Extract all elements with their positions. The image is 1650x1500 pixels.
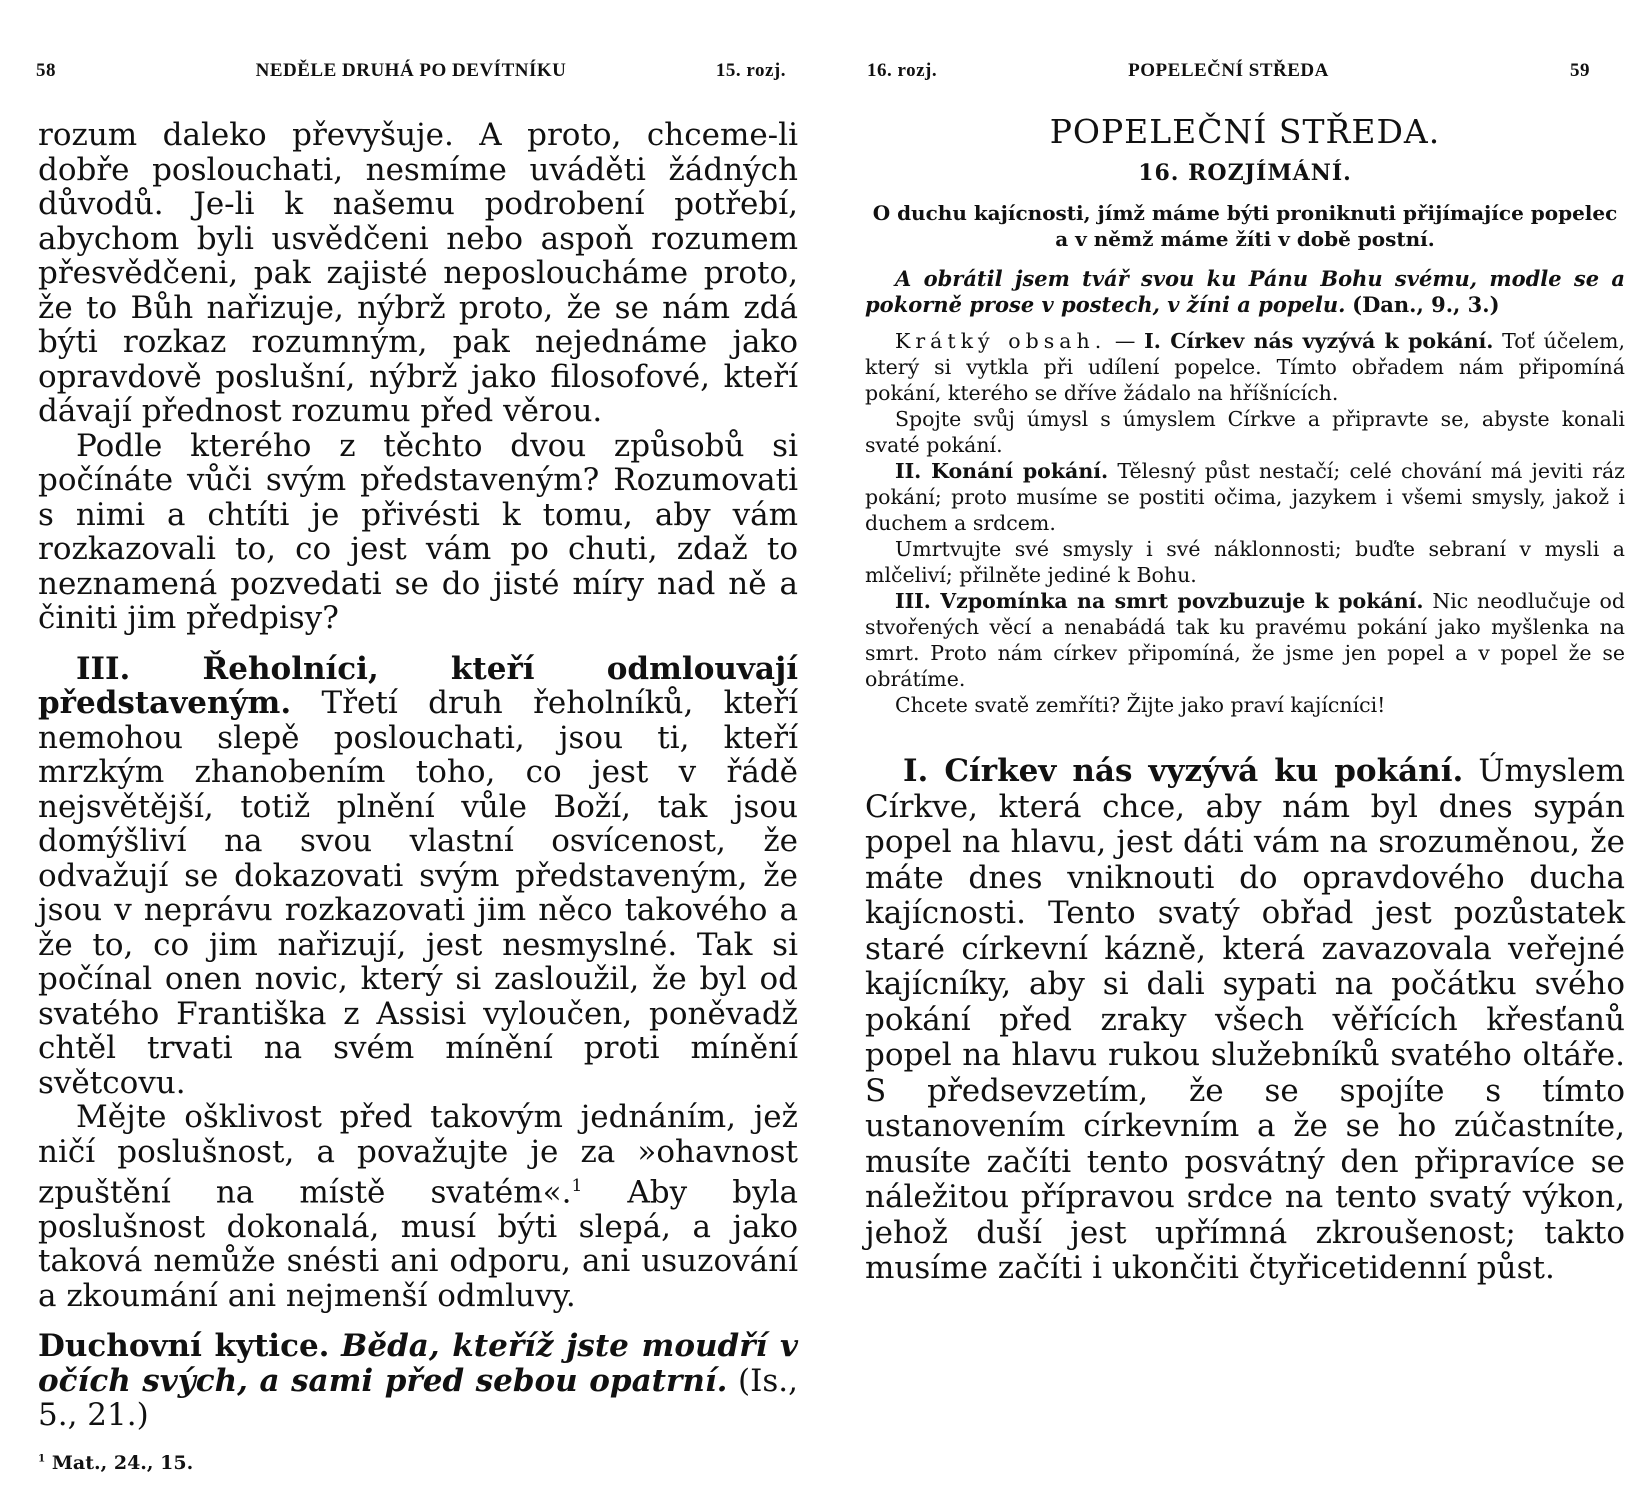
bouquet-reference: (Is., 5., 21.): [38, 1362, 798, 1434]
summary-text: Toť účelem, který si vytkla při udílení popelce. Tímto obřadem nám připomíná pokání, kterého se dříve žádalo na hříšnících.: [865, 329, 1625, 405]
bouquet-label: Duchovní kytice.: [38, 1328, 330, 1365]
paragraph-text: Mějte ošklivost před takovým jednáním, jež ničí poslušnost, a považujte je za »ohavnost zpuštění na místě svatém«.: [38, 1099, 798, 1211]
meditation-number: 15. rozj.: [715, 60, 786, 81]
summary-text: Tělesný půst nestačí; celé chování má jeviti ráz pokání; proto musíme se postiti očima, jazykem i všemi smysly, jakož i duchem a srdcem.: [865, 459, 1625, 535]
epigraph-text: A obrátil jsem tvář svou ku Pánu Bohu svému, modle se a pokorně prose v postech, v žíni a popelu.: [865, 266, 1625, 317]
left-body-text: [38, 118, 798, 1433]
epigraph: [865, 266, 1625, 318]
paragraph: [38, 1100, 798, 1313]
paragraph-text: Aby byla poslušnost dokonalá, musí býti slepá, a jako taková nemůže snésti ani odporu, ani usuzování a zkoumání ani nejmenší odmluvy.: [38, 1174, 798, 1314]
bouquet-quote: Běda, kteříž jste moudří v očích svých, a sami před sebou opatrní.: [38, 1328, 798, 1399]
chapter-theme: O duchu kajícnosti, jímž máme býti proniknuti přijímajíce popelec a v němž máme žíti v době postní.: [872, 201, 1618, 251]
section-paragraph: [38, 652, 798, 1101]
summary-heading: II. Konání pokání.: [895, 459, 1109, 483]
summary-heading: I. Církev nás vyzývá k pokání.: [1144, 329, 1494, 353]
main-text: [865, 754, 1625, 1287]
section-text: Třetí druh řeholníků, kteří nemohou slepě poslouchati, jsou ti, kteří mrzkým zhanobením toho, co jest v řádě nejsvětější, totiž plnění vůle Boží, tak jsou domýšliví na svou vlastní osvícenost, že odvažují se dokazovati svým představeným, že jsou v neprávu rozkazovati jim něco takového a že to, co jim nařizují, jest nesmyslné. Tak si počínal onen novic, který si zasloužil, že byl od svatého Františka z Assisi vyloučen, poněvadž chtěl trvati na svém mínění proti mínění světcovu.: [38, 685, 798, 1101]
summary-text: Nic neodlučuje od stvořených věcí a nenabádá tak ku pravému pokání jako myšlenka na smrt. Proto nám církev připomíná, že jsme jen popel a v popel že se obrátíme.: [865, 589, 1625, 691]
summary-heading: III. Vzpomínka na smrt povzbuzuje k pokání.: [895, 589, 1424, 613]
page-number: 58: [36, 60, 56, 81]
right-page: [845, 0, 1650, 1500]
summary-label: Krátký obsah.: [895, 329, 1107, 353]
footnote-reference: 1: [571, 1176, 583, 1196]
right-body: [865, 112, 1625, 1287]
left-running-head: [36, 60, 786, 84]
epigraph-reference: (Dan., 9., 3.): [1352, 292, 1500, 317]
spiritual-bouquet: [38, 1329, 798, 1433]
left-page: [0, 0, 810, 1500]
chapter-subtitle: 16. ROZJÍMÁNÍ.: [1138, 160, 1352, 186]
running-title: POPELEČNÍ STŘEDA: [1128, 60, 1329, 81]
summary-exhortation: Chcete svatě zemříti? Žijte jako praví kajícníci!: [895, 693, 1386, 717]
page-number: 59: [1570, 60, 1590, 81]
summary-point: [865, 588, 1625, 692]
section-text: Úmyslem Církve, která chce, aby nám byl dnes sypán popel na hlavu, jest dáti vám na srozuměnou, že máte dnes vniknouti do opravdového ducha kajícnosti. Tento svatý obřad jest pozůstatek staré církevní kázně, která zavazovala veřejné kajícníky, aby si dali sypati na počátku svého pokání před zraky všech věřících křesťanů popel na hlavu rukou služebníků svatého oltáře. S předsevzetím, že se spojíte s tímto ustanovením církevním a že se ho zúčastníte, musíte začíti tento posvátný den připravíce se náležitou přípravou srdce na tento svatý výkon, jehož duší jest upřímná zkroušenost; takto musíme začíti i ukončiti čtyřicetidenní půst.: [865, 753, 1625, 1286]
paragraph: Podle kterého z těchto dvou způsobů si počínáte vůči svým představeným? Rozumovati s nimi a chtíti je přivésti k tomu, aby vám rozkazovali to, co jest vám po chuti, zdaž to neznamená pozvedati se do jisté míry nad ně a činiti jim předpisy?: [38, 427, 798, 636]
footnote-text: Mat., 24., 15.: [51, 1452, 194, 1474]
section-paragraph: [865, 754, 1625, 1287]
summary-exhortation: Spojte svůj úmysl s úmyslem Církve a připravte se, abyste konali svaté pokání.: [865, 407, 1625, 457]
paragraph: rozum daleko převyšuje. A proto, chceme-li dobře poslouchati, nesmíme uváděti žádných důvodů. Je-li k našemu podrobení potřebí, abychom byli usvědčeni nebo aspoň rozumem přesvědčeni, pak zajisté neposloucháme proto, že to Bůh nařizuje, nýbrž proto, že se nám zdá býti rozkaz rozumným, pak nejednáme jako opravdově poslušní, nýbrž jako filosofové, kteří dávají přednost rozumu před věrou.: [38, 117, 798, 429]
meditation-number: 16. rozj.: [867, 60, 938, 81]
summary: [865, 328, 1625, 718]
summary-exhortation: Umrtvujte své smysly i své náklonnosti; buďte sebraní v mysli a mlčeliví; přilněte jediné k Bohu.: [865, 537, 1625, 587]
summary-point: [865, 458, 1625, 536]
running-title: NEDĚLE DRUHÁ PO DEVÍTNÍKU: [255, 60, 567, 81]
footnote-mark: 1: [38, 1452, 46, 1465]
section-heading: I. Církev nás vyzývá ku pokání.: [903, 753, 1464, 789]
summary-point: [865, 328, 1625, 406]
chapter-title: POPELEČNÍ STŘEDA.: [1049, 112, 1441, 151]
summary-dash: —: [1106, 329, 1145, 353]
section-heading: III. Řeholníci, kteří odmlouvají představeným.: [38, 650, 798, 721]
footnote: [38, 1452, 193, 1474]
right-running-head: [867, 60, 1590, 84]
